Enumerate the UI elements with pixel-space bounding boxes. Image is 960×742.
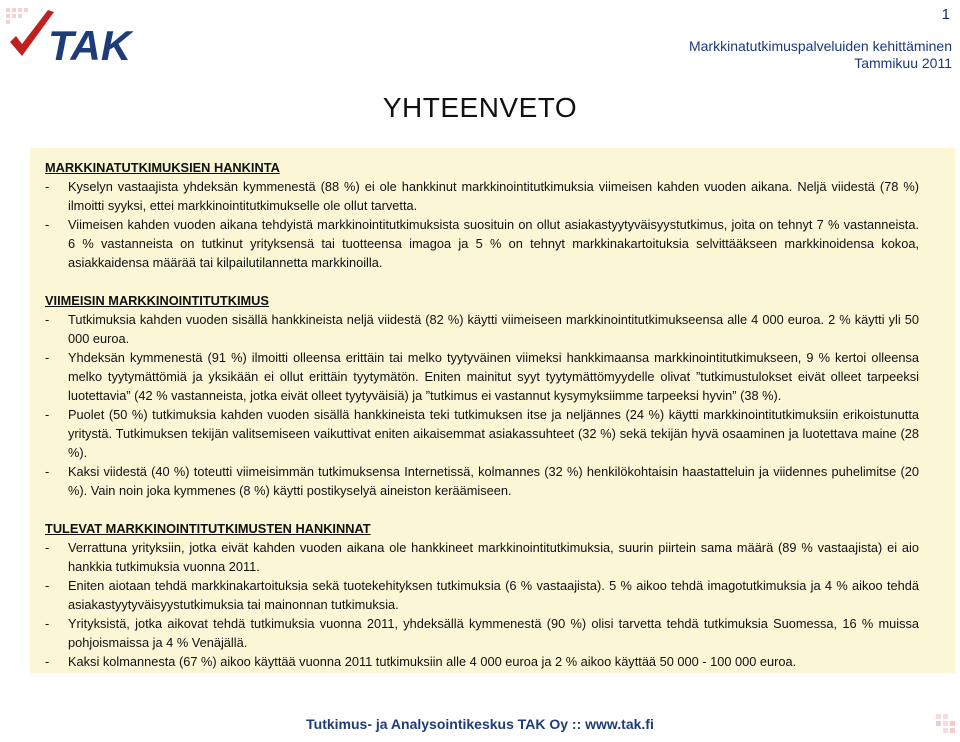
logo-text: TAK xyxy=(48,22,132,66)
page-number: 1 xyxy=(941,6,950,23)
list-item: - Eniten aiotaan tehdä markkinakartoituksia sekä tuotekehityksen tutkimuksia (6 % vastaajista). 5 % aikoo tehdä imagotutkimuksia ja 4 % aikoo tehdä asiakastyytyväisyystutkimuksia tai mainonnan tutkimuksia. xyxy=(45,576,941,614)
bullet-list xyxy=(45,310,941,500)
list-item: - Viimeisen kahden vuoden aikana tehdyistä markkinointitutkimuksista suosituin on ollut asiakastyytyväisyystutkimus, joita on tehnyt 7 % vastanneista. 6 % vastanneista on tutkinut yrityksensä tai tuotteensa imagoa ja 5 % on tehnyt markkinakartoituksia selvittääkseen markkinoidensa kokoa, asiakkaidensa määrää tai kilpailutilannetta markkinoilla. xyxy=(45,215,941,272)
footer-text: Tutkimus- ja Analysointikeskus TAK Oy :: www.tak.fi xyxy=(306,716,654,732)
report-date: Tammikuu 2011 xyxy=(854,55,952,71)
list-item: - Yrityksistä, jotka aikovat tehdä tutkimuksia vuonna 2011, yhdeksällä kymmenestä (90 %) olisi tarvetta tehdä tutkimuksia Suomessa, 16 % muissa pohjoismaissa ja 4 % Venäjällä. xyxy=(45,614,941,652)
summary-panel xyxy=(30,148,955,673)
list-item: - Puolet (50 %) tutkimuksia kahden vuoden sisällä hankkineista teki tutkimuksen itse ja neljännes (24 %) käytti markkinointitutkimuksiin erikoistunutta yritystä. Tutkimuksen tekijän valitsemiseen vaikuttivat eniten aikaisemmat asiakassuhteet (32 %) sekä tekijän hyvä osaaminen ja luotettava maine (28 %). xyxy=(45,405,941,462)
document-title: YHTEENVETO xyxy=(382,92,578,123)
bullet-list xyxy=(45,538,941,671)
corner-decoration xyxy=(936,714,956,740)
list-item: - Yhdeksän kymmenestä (91 %) ilmoitti olleensa erittäin tai melko tyytyväinen viimeksi hankkimaansa markkinointitutkimukseen, 9 % kertoi olleensa melko tyytymättömiä ja yksikään ei ollut erittäin tyytymätön. Eniten mainitut syyt tyytymättömyydelle olivat ”tutkimustulokset eivät olleet tarpeeksi luotettavia” (42 % vastanneista, jotka eivät olleet tyytyväisiä) ja ”tutkimus ei vastannut kysymyksiimme tarpeeksi hyvin” (38 %). xyxy=(45,348,941,405)
section-heading: TULEVAT MARKKINOINTITUTKIMUSTEN HANKINNAT xyxy=(45,521,371,536)
section-heading: VIIMEISIN MARKKINOINTITUTKIMUS xyxy=(45,293,269,308)
list-item: - Verrattuna yrityksiin, jotka eivät kahden vuoden aikana ole hankkineet markkinointitutkimuksia, suurin piirtein sama määrä (89 % vastaajista) ei aio hankkia tutkimuksia vuonna 2011. xyxy=(45,538,941,576)
section-future-procurement xyxy=(45,519,941,671)
bullet-list xyxy=(45,177,941,272)
list-item: - Tutkimuksia kahden vuoden sisällä hankkineista neljä viidestä (82 %) käytti viimeiseen markkinointitutkimukseensa alle 4 000 euroa. 2 % käytti yli 50 000 euroa. xyxy=(45,310,941,348)
tak-logo-mark xyxy=(4,6,144,66)
report-title: Markkinatutkimuspalveluiden kehittäminen xyxy=(688,38,952,54)
list-item: - Kaksi kolmannesta (67 %) aikoo käyttää vuonna 2011 tutkimuksiin alle 4 000 euroa ja 2 % aikoo käyttää 50 000 - 100 000 euroa. xyxy=(45,652,941,671)
tak-logo xyxy=(4,6,144,66)
section-procurement xyxy=(45,158,941,272)
section-latest-research xyxy=(45,291,941,500)
section-heading: MARKKINATUTKIMUKSIEN HANKINTA xyxy=(45,160,280,175)
list-item: - Kyselyn vastaajista yhdeksän kymmenestä (88 %) ei ole hankkinut markkinointitutkimuksia viimeisen kahden vuoden aikana. Neljä viidestä (78 %) ilmoitti syyksi, ettei markkinointitutkimukselle ole ollut tarvetta. xyxy=(45,177,941,215)
list-item: - Kaksi viidestä (40 %) toteutti viimeisimmän tutkimuksensa Internetissä, kolmannes (32 %) henkilökohtaisin haastatteluin ja viidennes puhelimitse (20 %). Vain noin joka kymmenes (8 %) käytti postikyselyä aineiston keräämiseen. xyxy=(45,462,941,500)
